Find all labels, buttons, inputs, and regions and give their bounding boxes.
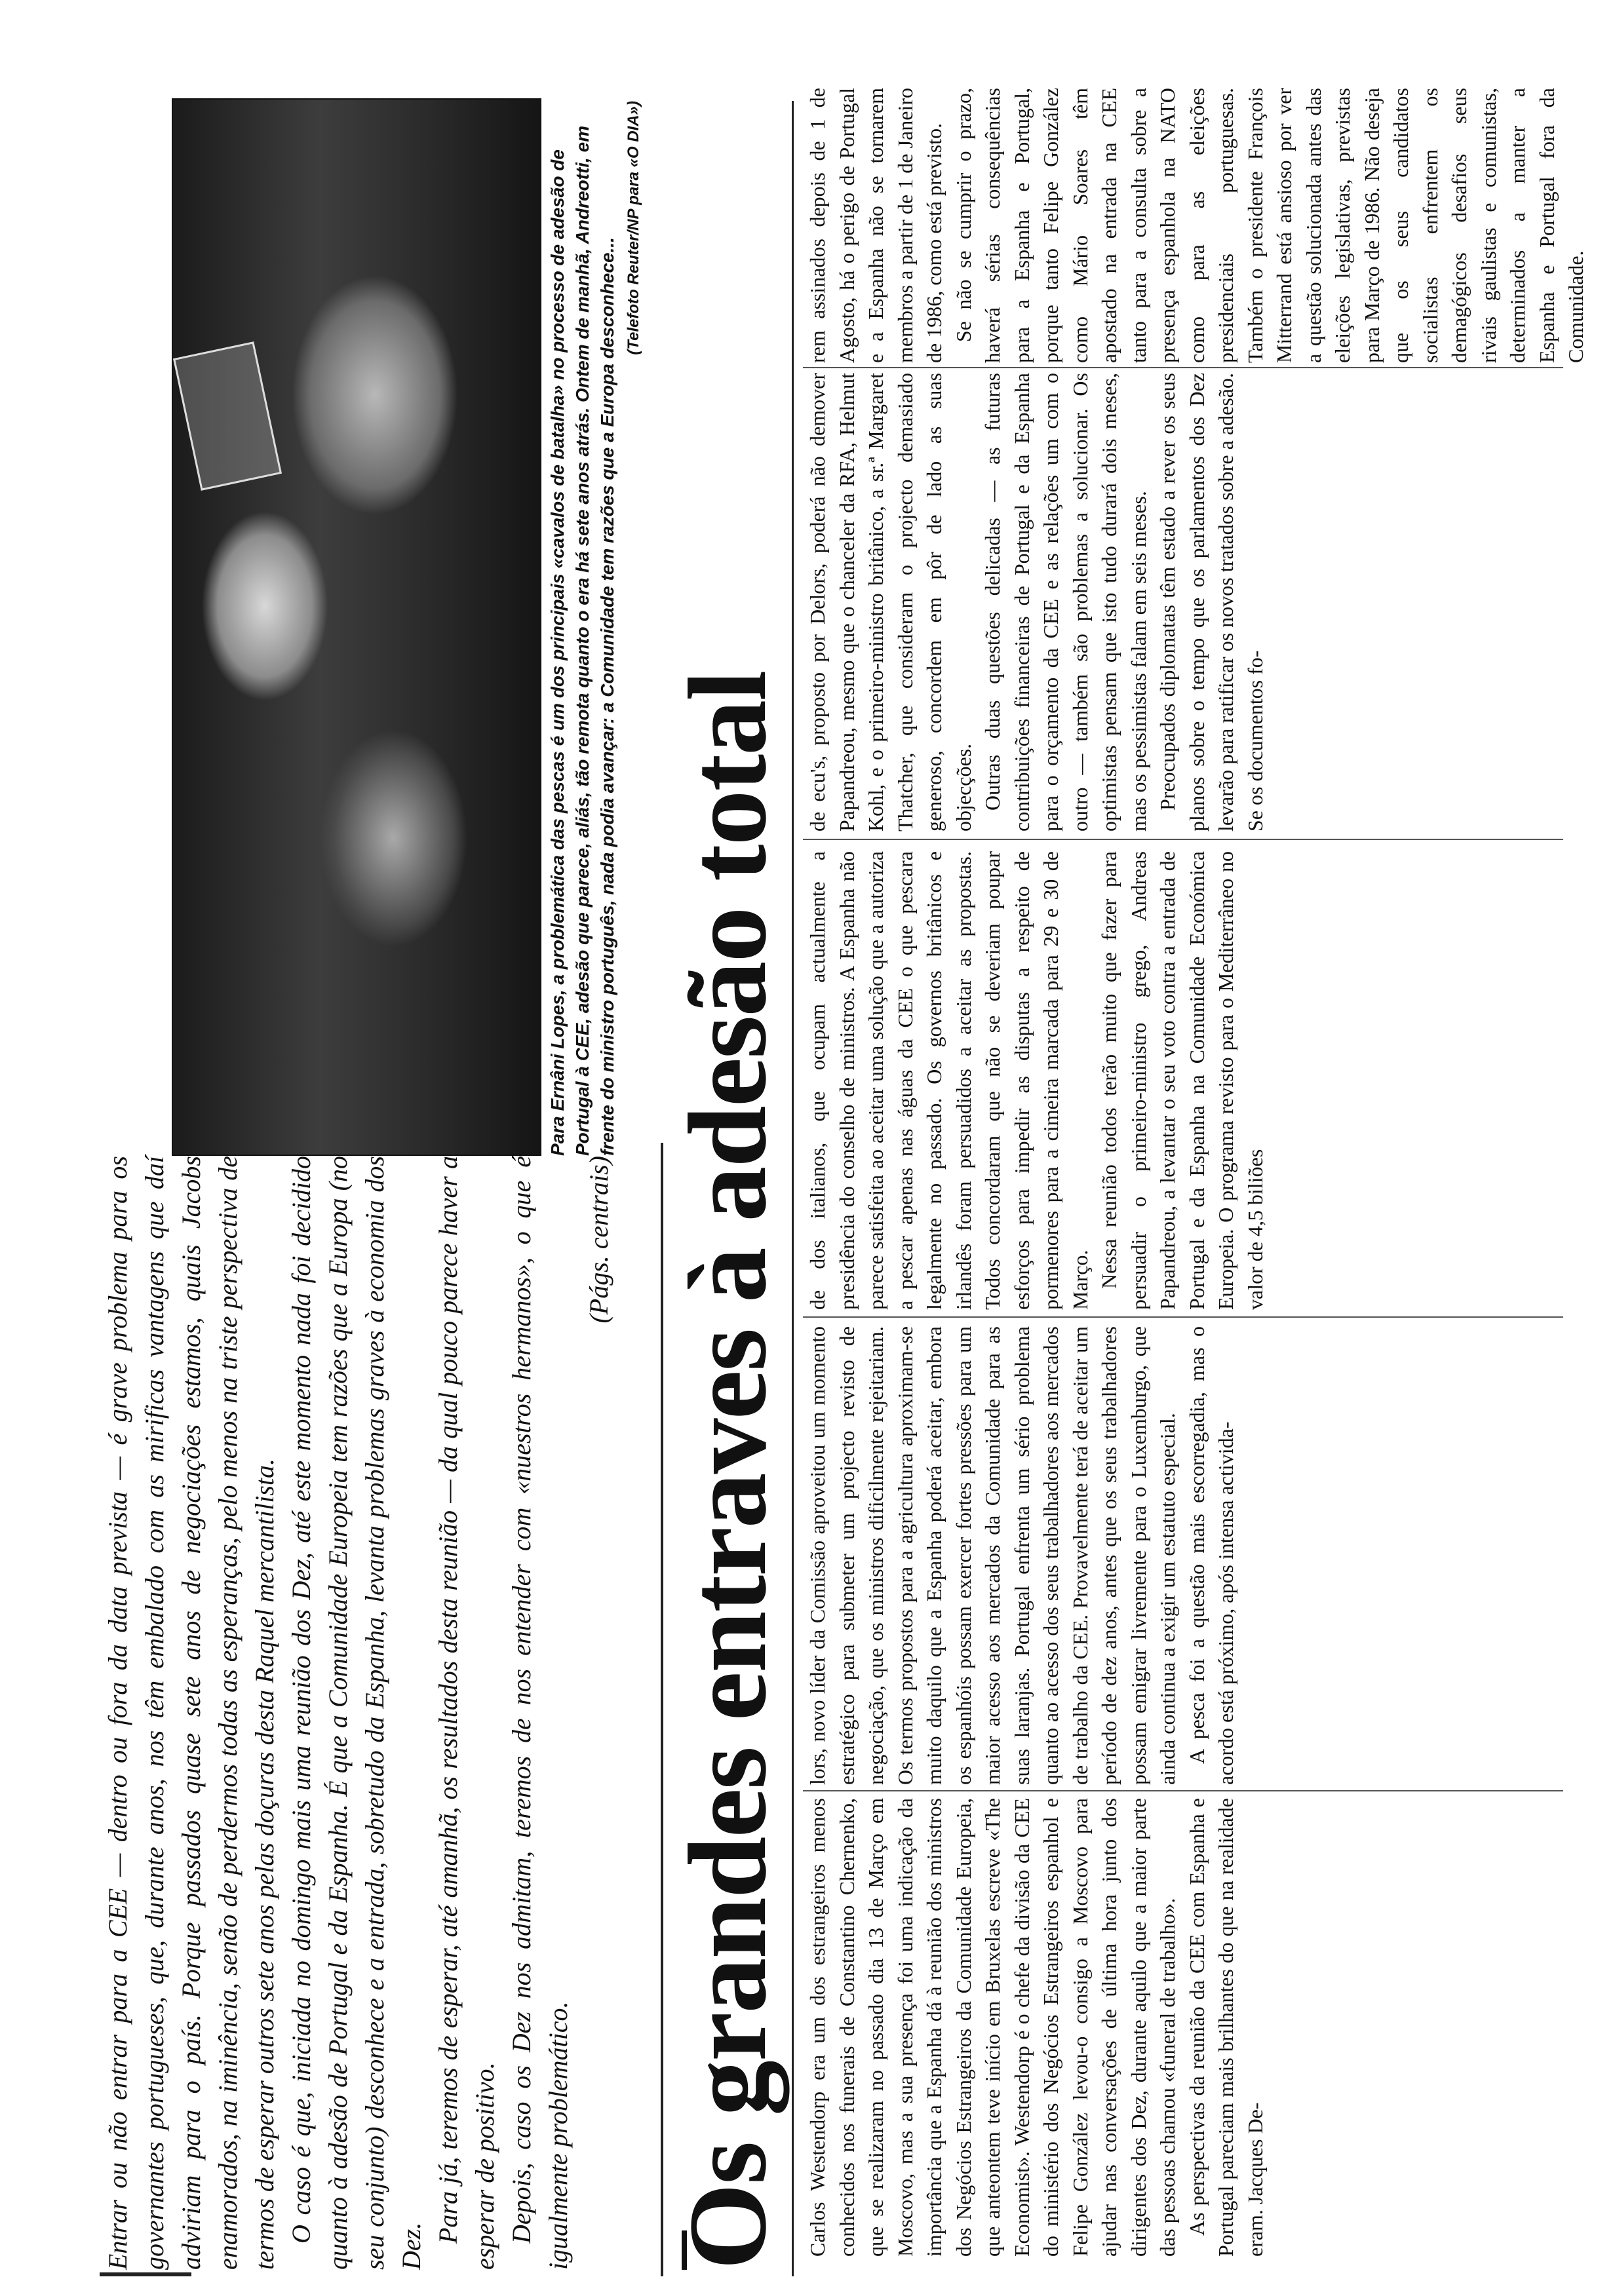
article-paragraph: lors, novo líder da Comissão aproveitou um momento estratégico para submeter um projecto revisto de negociação, que os ministros dificilmente rejeitariam. Os termos propostos para a agricultura aproximam-se muito daquilo que a Espanha poderá aceitar, embora os espanhóis possam exercer fortes pressões para um maior acesso aos mercados da Comunidade para as suas laranjas. Portugal enfrenta um sério problema quanto ao acesso dos seus trabalhadores aos mercados de trabalho da CEE. Provavelmente terá de aceitar um período de dez anos, antes que os seus trabalhadores possam emigrar livremente para o Luxemburgo, que ainda continua a exigir um estatuto especial. [806,1326,1179,1785]
article-paragraph: Se não se cumprir o prazo, haverá sérias consequências para a Espanha e Portugal, porque tanto Felipe González como Mário Soares têm apostado na entrada na CEE tanto para a consulta sobre a presença espanhola na NATO como para as eleições presidenciais portuguesas. Também o presidente François Mitterrand está ansioso por ver a questão solucionada antes das eleições legislativas, previstas para Março de 1986. Não deseja que os seus candidatos socialistas enfrentem os demagógicos desafios seus rivais gaulistas e comunistas, determinados a manter a Espanha e Portugal fora da Comunidade. [951,88,1587,363]
headline: Os grandes entraves à adesão total [666,671,789,2270]
column-divider [803,1790,1563,1791]
article-paragraph: A pesca foi a questão mais escorregadia, mas o acordo está próximo, após intensa activida- [1184,1326,1237,1785]
article-column-5 [803,88,1587,363]
page-reference: (Págs. centrais) [584,1156,613,1324]
intro-paragraph: Para já, teremos de esperar, até amanhã, os resultados desta reunião — da qual pouco parece haver a esperar de positivo. [433,1156,499,2270]
photo-document-shape [173,341,282,491]
article-paragraph: Nessa reunião todos terão muito que fazer para persuadir o primeiro-ministro grego, Andreas Papandreou, a levantar o seu voto contra a entrada de Portugal e da Espanha na Comunidade Económica Europeia. O programa revisto para o Mediterrâneo no valor de 4,5 biliões [1097,851,1267,1310]
article-column-4 [803,373,1576,832]
article-paragraph: Outras duas questões delicadas — as futuras contribuições financeiras de Portugal e da Espanha para o orçamento da CEE e as relações um com o outro — também são problemas a solucionar. Os optimistas pensam que isto tudo durará dois meses, mas os pessimistas falam em seis meses. [981,373,1150,832]
photo-credit: (Telefoto Reuter/NP para «O DIA») [625,101,642,355]
intro-paragraph: Entrar ou não entrar para a CEE — dentro ou fora da data prevista — é grave problema para os governantes portugueses, que, durante anos, nos têm embalado com as mirificas vantagens que daí adviriam para o país. Porque passados quase sete anos de negociações estamos, quais Jacobs enamorados, na iminência, senão de perdermos todas as esperanças, pelo menos na triste perspectiva de termos de esperar outros sete anos pelas doçuras desta Raquel mercantilista. [103,1156,279,2270]
article-paragraph: Preocupados diplomatas têm estado a rever os seus planos sobre o tempo que os parlamentos dos Dez levarão para ratificar os novos tratados sobre a adesão. Se os documentos fo- [1156,373,1267,832]
article-column-3 [803,851,1576,1310]
article-paragraph: Carlos Westendorp era um dos estrangeiros menos conhecidos nos funerais de Constantino Chernenko, que se realizaram no passado dia 13 de Março em Moscovo, mas a sua presença foi uma indicação da importância que a Espanha dá à reunião dos ministros dos Negócios Estrangeiros da Comunidade Europeia, que anteontem teve início em Bruxelas escreve «The Economist». Westendorp é o chefe da divisão da CEE do ministério dos Negócios Estrangeiros espanhol e Felipe González levou-o consigo a Moscovo para ajudar nas conversações de última hora junto dos dirigentes dos Dez, durante aquilo que a maior parte das pessoas chamou «funeral de trabalho». [806,1798,1179,2257]
article-paragraph: As perspectivas da reunião da CEE com Espanha e Portugal pareciam mais brilhantes do que na realidade eram. Jacques De- [1184,1798,1267,2257]
article-paragraph: de dos italianos, que ocupam actualmente a presidência do conselho de ministros. A Espanha não parece satisfeita ao aceitar uma solução que a autoriza a pescar apenas nas águas da CEE o que pescara legalmente no passado. Os governos britânicos e irlandês foram persuadidos a aceitar as propostas. Todos concordaram que não se deveriam poupar esforços para impedir as disputas a respeito de pormenores para a cimeira marcada para 29 e 30 de Março. [806,851,1092,1310]
caption-text: Para Ernâni Lopes, a problemática das pescas é um dos principais «cavalos de batalha» no processo de adesão de Portugal à CEE, adesão que parece, aliás, tão remota quanto o era há sete anos atrás. Ontem de manhã, Andreotti, em frente do ministro português, nada podia avançar: a Comunidade tem razões que a Europa desconhece... [547,125,617,1156]
column-divider [803,1316,1563,1318]
column-divider [803,367,1563,368]
column-divider [803,839,1563,840]
news-photo [172,98,541,1156]
lead-intro [100,1156,631,2270]
intro-paragraph: O caso é que, iniciada no domingo mais uma reunião dos Dez, até este momento nada foi decidido quanto à adesão de Portugal e da Espanha. É que a Comunidade Europeia tem razões que a Europa (no seu conjunto) desconhece e a entrada, sobretudo da Espanha, levanta problemas graves à economia dos Dez. [286,1156,426,2270]
article-paragraph: rem assinados depois de 1 de Agosto, há o perigo de Portugal e a Espanha não se tornarem membros a partir de 1 de Janeiro de 1986, como está previsto. [806,88,946,363]
headline-divider [792,101,794,2276]
photo-caption [545,101,670,1156]
article-paragraph: de ecu's, proposto por Delors, poderá não demover Papandreou, mesmo que o chanceler da RFA, Helmut Kohl, e o primeiro-ministro britânico, a sr.ª Margaret Thatcher, que consideram o projecto demasiado generoso, concordem em pôr de lado as suas objecções. [806,373,975,832]
article-column-2 [803,1326,1576,1785]
corner-rule [100,2272,191,2276]
intro-paragraph: Depois, caso os Dez nos admitam, teremos de nos entender com «nuestros hermanos», o que é igualmente problemático. [507,1156,573,2270]
article-column-1 [803,1798,1576,2257]
